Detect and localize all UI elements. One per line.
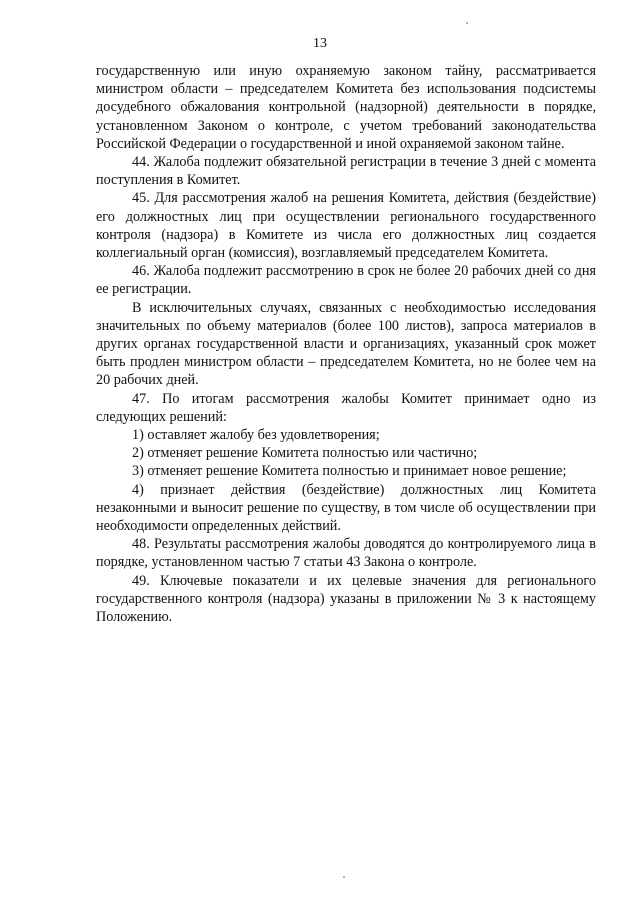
list-item-2: 2) отменяет решение Комитета полностью или частично; [132,445,478,462]
list-item-1: 1) оставляет жалобу без удовлетворения; [132,427,380,444]
paragraph-47: 47. По итогам рассмотрения жалобы Комитет принимает одно из следующих решений: [96,390,596,425]
paragraph-44: 44. Жалоба подлежит обязательной регистрации в течение 3 дней с момента поступления в Комитет. [96,154,596,189]
paragraph-48: 48. Результаты рассмотрения жалобы доводятся до контролируемого лица в порядке, установленном частью 7 статьи 43 Закона о контроле. [96,536,596,571]
list-item-4: 4) признает действия (бездействие) должностных лиц Комитета незаконными и выносит решение по существу, в том числе об осуществлении при необходимости определенных действий. [96,481,596,535]
page-number: 13 [313,36,327,51]
list-item-3: 3) отменяет решение Комитета полностью и принимает новое решение; [132,463,567,480]
paragraph-continuation: государственную или иную охраняемую законом тайну, рассматривается министром области – председателем Комитета без использования подсистемы досудебного обжалования контрольной (надзорной) деятельности в порядке, установленном Законом о контроле, с учетом требований законодательства Российской Федерации о государственной и иной охраняемой законом тайне. [96,63,596,152]
scan-speck [343,876,345,878]
document-body [96,62,596,626]
paragraph-46: 46. Жалоба подлежит рассмотрению в срок не более 20 рабочих дней со дня ее регистрации. [96,263,596,298]
paragraph-46-exception: В исключительных случаях, связанных с необходимостью исследования значительных по объему материалов (более 100 листов), запроса материалов в других органах государственной власти и организациях, указанный срок может быть продлен министром области – председателем Комитета, но не более чем на 20 рабочих дней. [96,299,596,389]
paragraph-45: 45. Для рассмотрения жалоб на решения Комитета, действия (бездействие) его должностных лиц при осуществлении регионального государственного контроля (надзора) в Комитете из числа его должностных лиц создается коллегиальный орган (комиссия), возглавляемый председателем Комитета. [96,190,596,262]
paragraph-49: 49. Ключевые показатели и их целевые значения для регионального государственного контроля (надзора) указаны в приложении № 3 к настоящему Положению. [96,572,596,626]
scan-speck [466,22,468,24]
